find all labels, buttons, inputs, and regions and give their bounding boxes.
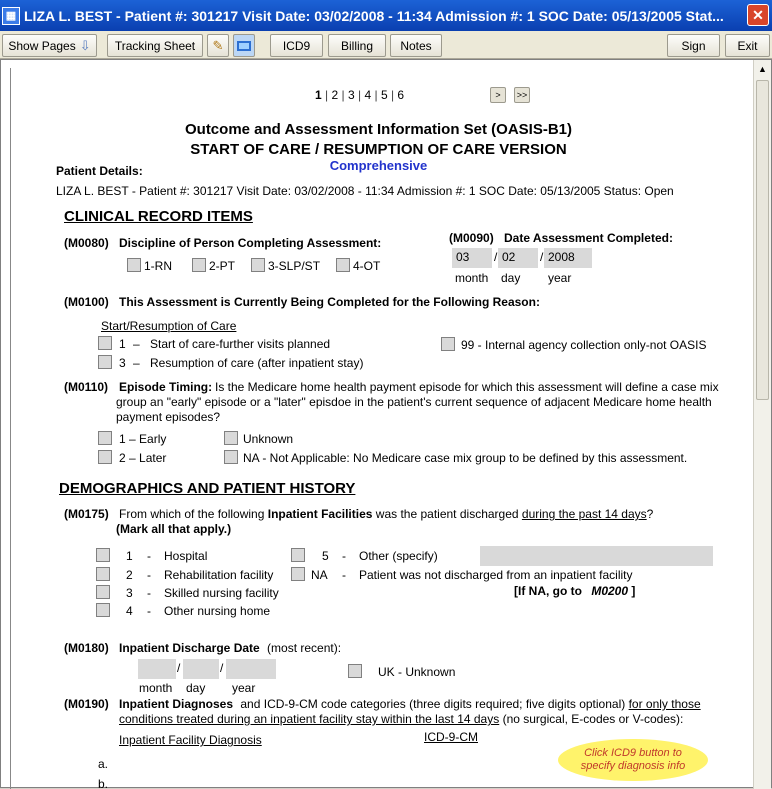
m0175-other-nh-checkbox[interactable] bbox=[96, 603, 110, 617]
sign-label: Sign bbox=[681, 38, 706, 53]
m0180-month-caption: month bbox=[139, 681, 173, 695]
last-page-button[interactable]: >> bbox=[514, 87, 530, 103]
m0080-ot-checkbox[interactable] bbox=[336, 258, 350, 272]
m0175-opt3-dash: - bbox=[147, 586, 151, 600]
m0180-label: Inpatient Discharge Date bbox=[119, 641, 260, 655]
edit-note-button[interactable] bbox=[207, 34, 229, 57]
m0175-na-checkbox[interactable] bbox=[291, 567, 305, 581]
m0100-label: This Assessment is Currently Being Completed for the Following Reason: bbox=[119, 295, 540, 309]
m0090-slash-2: / bbox=[540, 250, 544, 264]
m0175-na-dash: - bbox=[342, 568, 346, 582]
page-link-2[interactable]: 2 bbox=[331, 88, 339, 102]
page-link-6[interactable]: 6 bbox=[397, 88, 405, 102]
m0080-rn-checkbox[interactable] bbox=[127, 258, 141, 272]
window-title: LIZA L. BEST - Patient #: 301217 Visit Date: 03/02/2008 - 11:34 Admission #: 1 SOC Date: 05/13/2005 Stat... bbox=[24, 7, 724, 24]
m0180-hint: (most recent): bbox=[267, 641, 342, 655]
m0090-label: Date Assessment Completed: bbox=[504, 231, 673, 245]
m0175-goto-a: [If NA, go to bbox=[514, 584, 582, 598]
m0175-opt3-label: Skilled nursing facility bbox=[164, 586, 279, 600]
m0180-slash-2: / bbox=[220, 661, 224, 675]
m0175-opt4-label: Other nursing home bbox=[164, 604, 271, 618]
m0175-opt5-label: Other (specify) bbox=[359, 549, 438, 563]
demographics-heading: DEMOGRAPHICS AND PATIENT HISTORY bbox=[59, 480, 356, 497]
arrow-down-icon: ⇩ bbox=[79, 37, 91, 53]
m0080-slp-label: 3-SLP/ST bbox=[268, 259, 321, 273]
page-link-1[interactable]: 1 bbox=[315, 88, 322, 102]
page-link-5[interactable]: 5 bbox=[380, 88, 388, 102]
scrollbar-thumb[interactable] bbox=[756, 80, 769, 400]
m0100-opt1-dash: – bbox=[133, 337, 140, 351]
show-pages-button[interactable] bbox=[2, 34, 97, 57]
m0180-code: (M0180) bbox=[64, 641, 109, 655]
billing-button[interactable] bbox=[328, 34, 386, 57]
m0175-text-d: during the past 14 days bbox=[521, 507, 647, 521]
next-page-button[interactable]: > bbox=[490, 87, 506, 103]
m0175-mark-all: (Mark all that apply.) bbox=[116, 522, 232, 536]
m0090-month-caption: month bbox=[455, 271, 489, 285]
form-content bbox=[10, 68, 745, 789]
m0175-opt5-dash: - bbox=[342, 549, 346, 563]
m0090-month-input[interactable]: 03 bbox=[452, 248, 492, 268]
m0110-na-checkbox[interactable] bbox=[224, 450, 238, 464]
m0175-rehab-checkbox[interactable] bbox=[96, 567, 110, 581]
m0080-code: (M0080) bbox=[64, 236, 109, 250]
m0080-rn-label: 1-RN bbox=[144, 259, 173, 273]
m0100-opt3-dash: – bbox=[133, 356, 140, 370]
page-link-4[interactable]: 4 bbox=[364, 88, 372, 102]
clinical-record-heading: CLINICAL RECORD ITEMS bbox=[64, 208, 253, 225]
m0175-text-b: Inpatient Facilities bbox=[267, 507, 373, 521]
form-title: Outcome and Assessment Information Set (OASIS-B1) bbox=[184, 121, 572, 138]
m0110-text-line3: payment episodes? bbox=[116, 410, 221, 424]
m0100-opt99-checkbox[interactable] bbox=[441, 337, 455, 351]
m0100-opt1-num: 1 bbox=[119, 337, 126, 351]
m0175-opt5-num: 5 bbox=[322, 549, 329, 563]
m0190-text1-underlined: for only those bbox=[628, 697, 701, 711]
m0175-opt2-dash: - bbox=[147, 568, 151, 582]
m0110-label: Episode Timing: bbox=[119, 380, 213, 394]
m0190-text1: and ICD-9-CM code categories (three digits required; five digits optional) bbox=[240, 697, 626, 711]
m0190-text2: (no surgical, E-codes or V-codes): bbox=[502, 712, 684, 726]
m0100-opt99-label: 99 - Internal agency collection only-not OASIS bbox=[461, 338, 707, 352]
vertical-scrollbar[interactable] bbox=[753, 60, 771, 789]
m0080-label: Discipline of Person Completing Assessment: bbox=[119, 236, 382, 250]
m0190-text2-underlined: conditions treated during an inpatient facility stay within the last 14 days bbox=[119, 712, 500, 726]
m0100-opt3-label: Resumption of care (after inpatient stay) bbox=[150, 356, 364, 370]
close-button[interactable]: ✕ bbox=[747, 4, 769, 26]
show-pages-label: Show Pages bbox=[8, 38, 76, 53]
m0100-opt3-num: 3 bbox=[119, 356, 126, 370]
m0190-line1 bbox=[119, 697, 701, 711]
m0190-row-b: b. bbox=[98, 777, 109, 789]
m0100-opt1-label: Start of care-further visits planned bbox=[150, 337, 331, 351]
m0180-question bbox=[119, 641, 341, 655]
m0175-goto bbox=[514, 584, 635, 598]
billing-label: Billing bbox=[340, 38, 373, 53]
m0090-code: (M0090) bbox=[449, 231, 494, 245]
m0175-goto-b[interactable]: M0200 bbox=[591, 584, 629, 598]
m0190-col-icd9: ICD-9-CM bbox=[424, 730, 478, 744]
m0175-goto-c: ] bbox=[631, 584, 636, 598]
m0100-opt3-checkbox[interactable] bbox=[98, 355, 112, 369]
m0080-slp-checkbox[interactable] bbox=[251, 258, 265, 272]
m0110-code: (M0110) bbox=[64, 380, 109, 394]
m0110-text-line1: Is the Medicare home health payment episode for which this assessment will define a case mix bbox=[215, 380, 719, 394]
m0100-code: (M0100) bbox=[64, 295, 109, 309]
m0090-day-input[interactable]: 02 bbox=[498, 248, 538, 268]
m0110-text-line2: group an "early" episode or a "later" episdoe in the patient's current sequence of adjacent Medicare home health bbox=[116, 395, 712, 409]
m0180-year-input[interactable] bbox=[226, 659, 276, 679]
m0175-opt1-dash: - bbox=[147, 549, 151, 563]
exit-label: Exit bbox=[737, 38, 758, 53]
icd9-hint-bubble: Click ICD9 button to specify diagnosis info bbox=[558, 739, 708, 781]
patient-details-label: Patient Details: bbox=[56, 164, 143, 178]
m0190-row-a: a. bbox=[98, 757, 109, 771]
m0110-later-checkbox[interactable] bbox=[98, 450, 112, 464]
m0110-early-label: 1 – Early bbox=[119, 432, 167, 446]
m0190-label: Inpatient Diagnoses bbox=[119, 697, 234, 711]
patient-details-line: LIZA L. BEST - Patient #: 301217 Visit Date: 03/02/2008 - 11:34 Admission #: 1 SOC Date: 05/13/2005 Status: Open bbox=[56, 184, 674, 198]
m0175-opt1-label: Hospital bbox=[164, 549, 208, 563]
app-icon: ▦ bbox=[2, 7, 20, 25]
m0100-group-label: Start/Resumption of Care bbox=[101, 319, 237, 333]
m0190-col-diagnosis: Inpatient Facility Diagnosis bbox=[119, 733, 262, 747]
m0175-code: (M0175) bbox=[64, 507, 109, 521]
m0180-slash-1: / bbox=[177, 661, 181, 675]
m0100-opt1-checkbox[interactable] bbox=[98, 336, 112, 350]
tracking-sheet-button[interactable] bbox=[107, 34, 203, 57]
m0190-line2 bbox=[119, 712, 683, 726]
m0175-question bbox=[119, 507, 653, 521]
toolbar bbox=[0, 31, 772, 59]
exit-button[interactable] bbox=[725, 34, 770, 57]
monitor-icon bbox=[237, 41, 251, 51]
m0090-day-caption: day bbox=[501, 271, 521, 285]
m0080-pt-label: 2-PT bbox=[209, 259, 236, 273]
m0180-unknown-checkbox[interactable] bbox=[348, 664, 362, 678]
m0110-na-label: NA - Not Applicable: No Medicare case mix group to be defined by this assessment. bbox=[243, 451, 688, 465]
m0190-code: (M0190) bbox=[64, 697, 109, 711]
screen-view-button[interactable] bbox=[233, 34, 255, 57]
notes-label: Notes bbox=[400, 38, 432, 53]
m0080-pt-checkbox[interactable] bbox=[192, 258, 206, 272]
form-page bbox=[0, 59, 772, 788]
m0110-early-checkbox[interactable] bbox=[98, 431, 112, 445]
tracking-sheet-label: Tracking Sheet bbox=[114, 38, 196, 53]
page-link-3[interactable]: 3 bbox=[347, 88, 355, 102]
m0180-day-input[interactable] bbox=[183, 659, 219, 679]
m0110-later-label: 2 – Later bbox=[119, 451, 167, 465]
m0175-other-specify-input[interactable] bbox=[480, 546, 713, 566]
m0175-opt2-num: 2 bbox=[126, 568, 133, 582]
m0180-year-caption: year bbox=[232, 681, 256, 695]
m0175-opt3-num: 3 bbox=[126, 586, 133, 600]
pager: 1 | 2 | 3 | 4 | 5 | 6 bbox=[315, 88, 405, 102]
window-titlebar bbox=[0, 0, 772, 31]
icd9-button[interactable] bbox=[270, 34, 323, 57]
sign-button[interactable] bbox=[667, 34, 720, 57]
notes-button[interactable] bbox=[390, 34, 442, 57]
m0090-slash-1: / bbox=[494, 250, 498, 264]
m0175-other-checkbox[interactable] bbox=[291, 548, 305, 562]
pencil-icon: ✎ bbox=[212, 37, 224, 53]
m0175-hospital-checkbox[interactable] bbox=[96, 548, 110, 562]
m0175-text-a: From which of the following bbox=[119, 507, 265, 521]
m0175-opt4-dash: - bbox=[147, 604, 151, 618]
m0175-na-label: Patient was not discharged from an inpatient facility bbox=[359, 568, 633, 582]
m0110-unknown-checkbox[interactable] bbox=[224, 431, 238, 445]
m0110-unknown-label: Unknown bbox=[243, 432, 294, 446]
scroll-up-arrow-icon[interactable]: ▲ bbox=[758, 64, 767, 74]
m0180-unknown-label: UK - Unknown bbox=[378, 665, 456, 679]
m0175-opt1-num: 1 bbox=[126, 549, 133, 563]
icd9-label: ICD9 bbox=[282, 38, 311, 53]
m0180-month-input[interactable] bbox=[138, 659, 176, 679]
form-version: Comprehensive bbox=[329, 158, 428, 173]
m0175-opt2-label: Rehabilitation facility bbox=[164, 568, 274, 582]
m0175-snf-checkbox[interactable] bbox=[96, 585, 110, 599]
m0175-na-num: NA bbox=[311, 568, 328, 582]
m0090-year-input[interactable]: 2008 bbox=[544, 248, 592, 268]
m0175-text-c: was the patient discharged bbox=[375, 507, 519, 521]
form-subtitle: START OF CARE / RESUMPTION OF CARE VERSION bbox=[190, 141, 567, 158]
m0090-year-caption: year bbox=[548, 271, 572, 285]
m0175-opt4-num: 4 bbox=[126, 604, 133, 618]
m0175-text-e: ? bbox=[646, 507, 654, 521]
m0180-day-caption: day bbox=[186, 681, 206, 695]
m0080-ot-label: 4-OT bbox=[353, 259, 381, 273]
